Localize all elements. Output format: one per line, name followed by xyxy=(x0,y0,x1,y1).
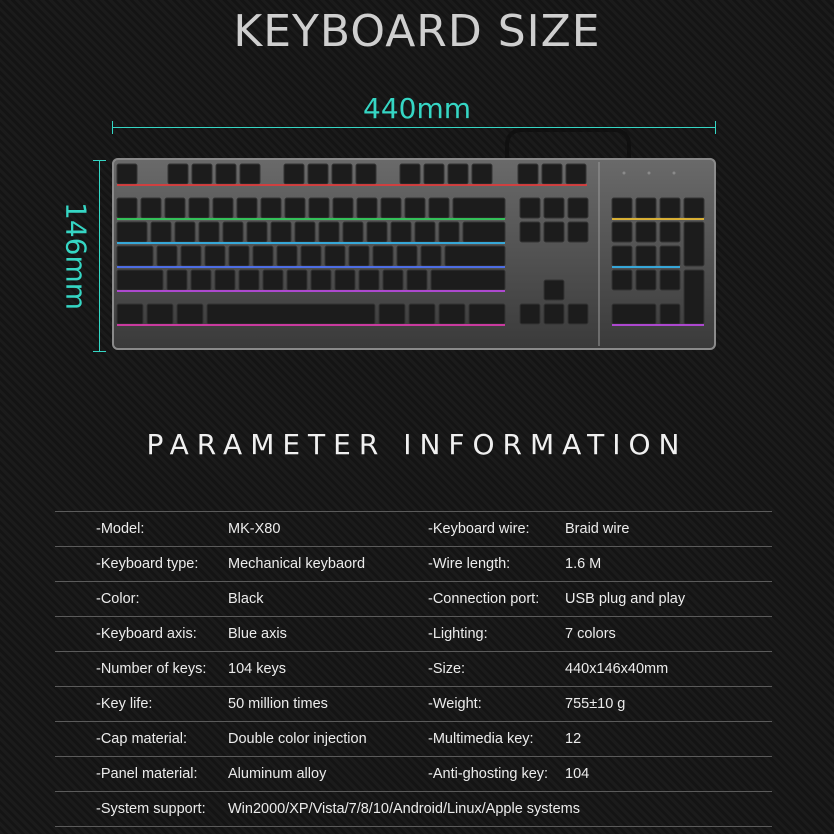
spec-label: -Connection port: xyxy=(428,591,540,607)
spec-value: 755±10 g xyxy=(565,696,626,712)
spec-value: 12 xyxy=(565,731,582,747)
spec-label: -Anti-ghosting key: xyxy=(428,766,549,782)
spec-value: USB plug and play xyxy=(565,591,686,607)
spec-label: -Model: xyxy=(96,521,145,537)
spec-value: Blue axis xyxy=(228,626,287,642)
height-dimension-tick-bottom xyxy=(93,351,106,352)
spec-label: -Panel material: xyxy=(96,766,198,782)
height-dimension-tick-top xyxy=(93,160,106,161)
spec-value: Win2000/XP/Vista/7/8/10/Android/Linux/Apple systems xyxy=(228,801,580,817)
spec-label: -Size: xyxy=(428,661,466,677)
spec-value: 440x146x40mm xyxy=(565,661,669,677)
spec-label: -Wire length: xyxy=(428,556,511,572)
keyboard-keys-illustration xyxy=(112,158,716,350)
spec-value: Mechanical keybaord xyxy=(228,556,366,572)
height-dimension-line xyxy=(99,160,100,352)
spec-row xyxy=(55,547,772,582)
height-dimension-label: 146mm xyxy=(59,202,93,310)
page-title: KEYBOARD SIZE xyxy=(233,6,601,57)
spec-row xyxy=(55,687,772,722)
spec-label: -Multimedia key: xyxy=(428,731,534,747)
parameter-section-title: PARAMETER INFORMATION xyxy=(146,428,688,461)
spec-label: -Keyboard wire: xyxy=(428,521,530,537)
spec-label: -Keyboard type: xyxy=(96,556,199,572)
spec-label: -Cap material: xyxy=(96,731,188,747)
spec-label: -Weight: xyxy=(428,696,482,712)
spec-value: 50 million times xyxy=(228,696,328,712)
spec-label: -Color: xyxy=(96,591,140,607)
spec-value: 7 colors xyxy=(565,626,616,642)
spec-row xyxy=(55,652,772,687)
spec-value: Double color injection xyxy=(228,731,367,747)
spec-value: 1.6 M xyxy=(565,556,602,572)
spec-row xyxy=(55,792,772,827)
spec-value: Aluminum alloy xyxy=(228,766,327,782)
spec-value: 104 xyxy=(565,766,590,782)
spec-label: -System support: xyxy=(96,801,206,817)
keyboard-image xyxy=(112,158,716,350)
spec-value: MK-X80 xyxy=(228,521,281,537)
spec-value: Black xyxy=(228,591,264,607)
width-dimension-label: 440mm xyxy=(363,92,471,125)
spec-table xyxy=(55,511,772,827)
spec-label: -Lighting: xyxy=(428,626,488,642)
spec-row xyxy=(55,582,772,617)
width-dimension-line xyxy=(112,127,716,128)
spec-row xyxy=(55,722,772,757)
spec-value: Braid wire xyxy=(565,521,630,537)
width-dimension-tick-left xyxy=(112,121,113,134)
spec-row xyxy=(55,511,772,547)
spec-label: -Number of keys: xyxy=(96,661,207,677)
spec-label: -Key life: xyxy=(96,696,153,712)
width-dimension-tick-right xyxy=(715,121,716,134)
spec-row xyxy=(55,757,772,792)
spec-row xyxy=(55,617,772,652)
spec-label: -Keyboard axis: xyxy=(96,626,197,642)
spec-value: 104 keys xyxy=(228,661,287,677)
